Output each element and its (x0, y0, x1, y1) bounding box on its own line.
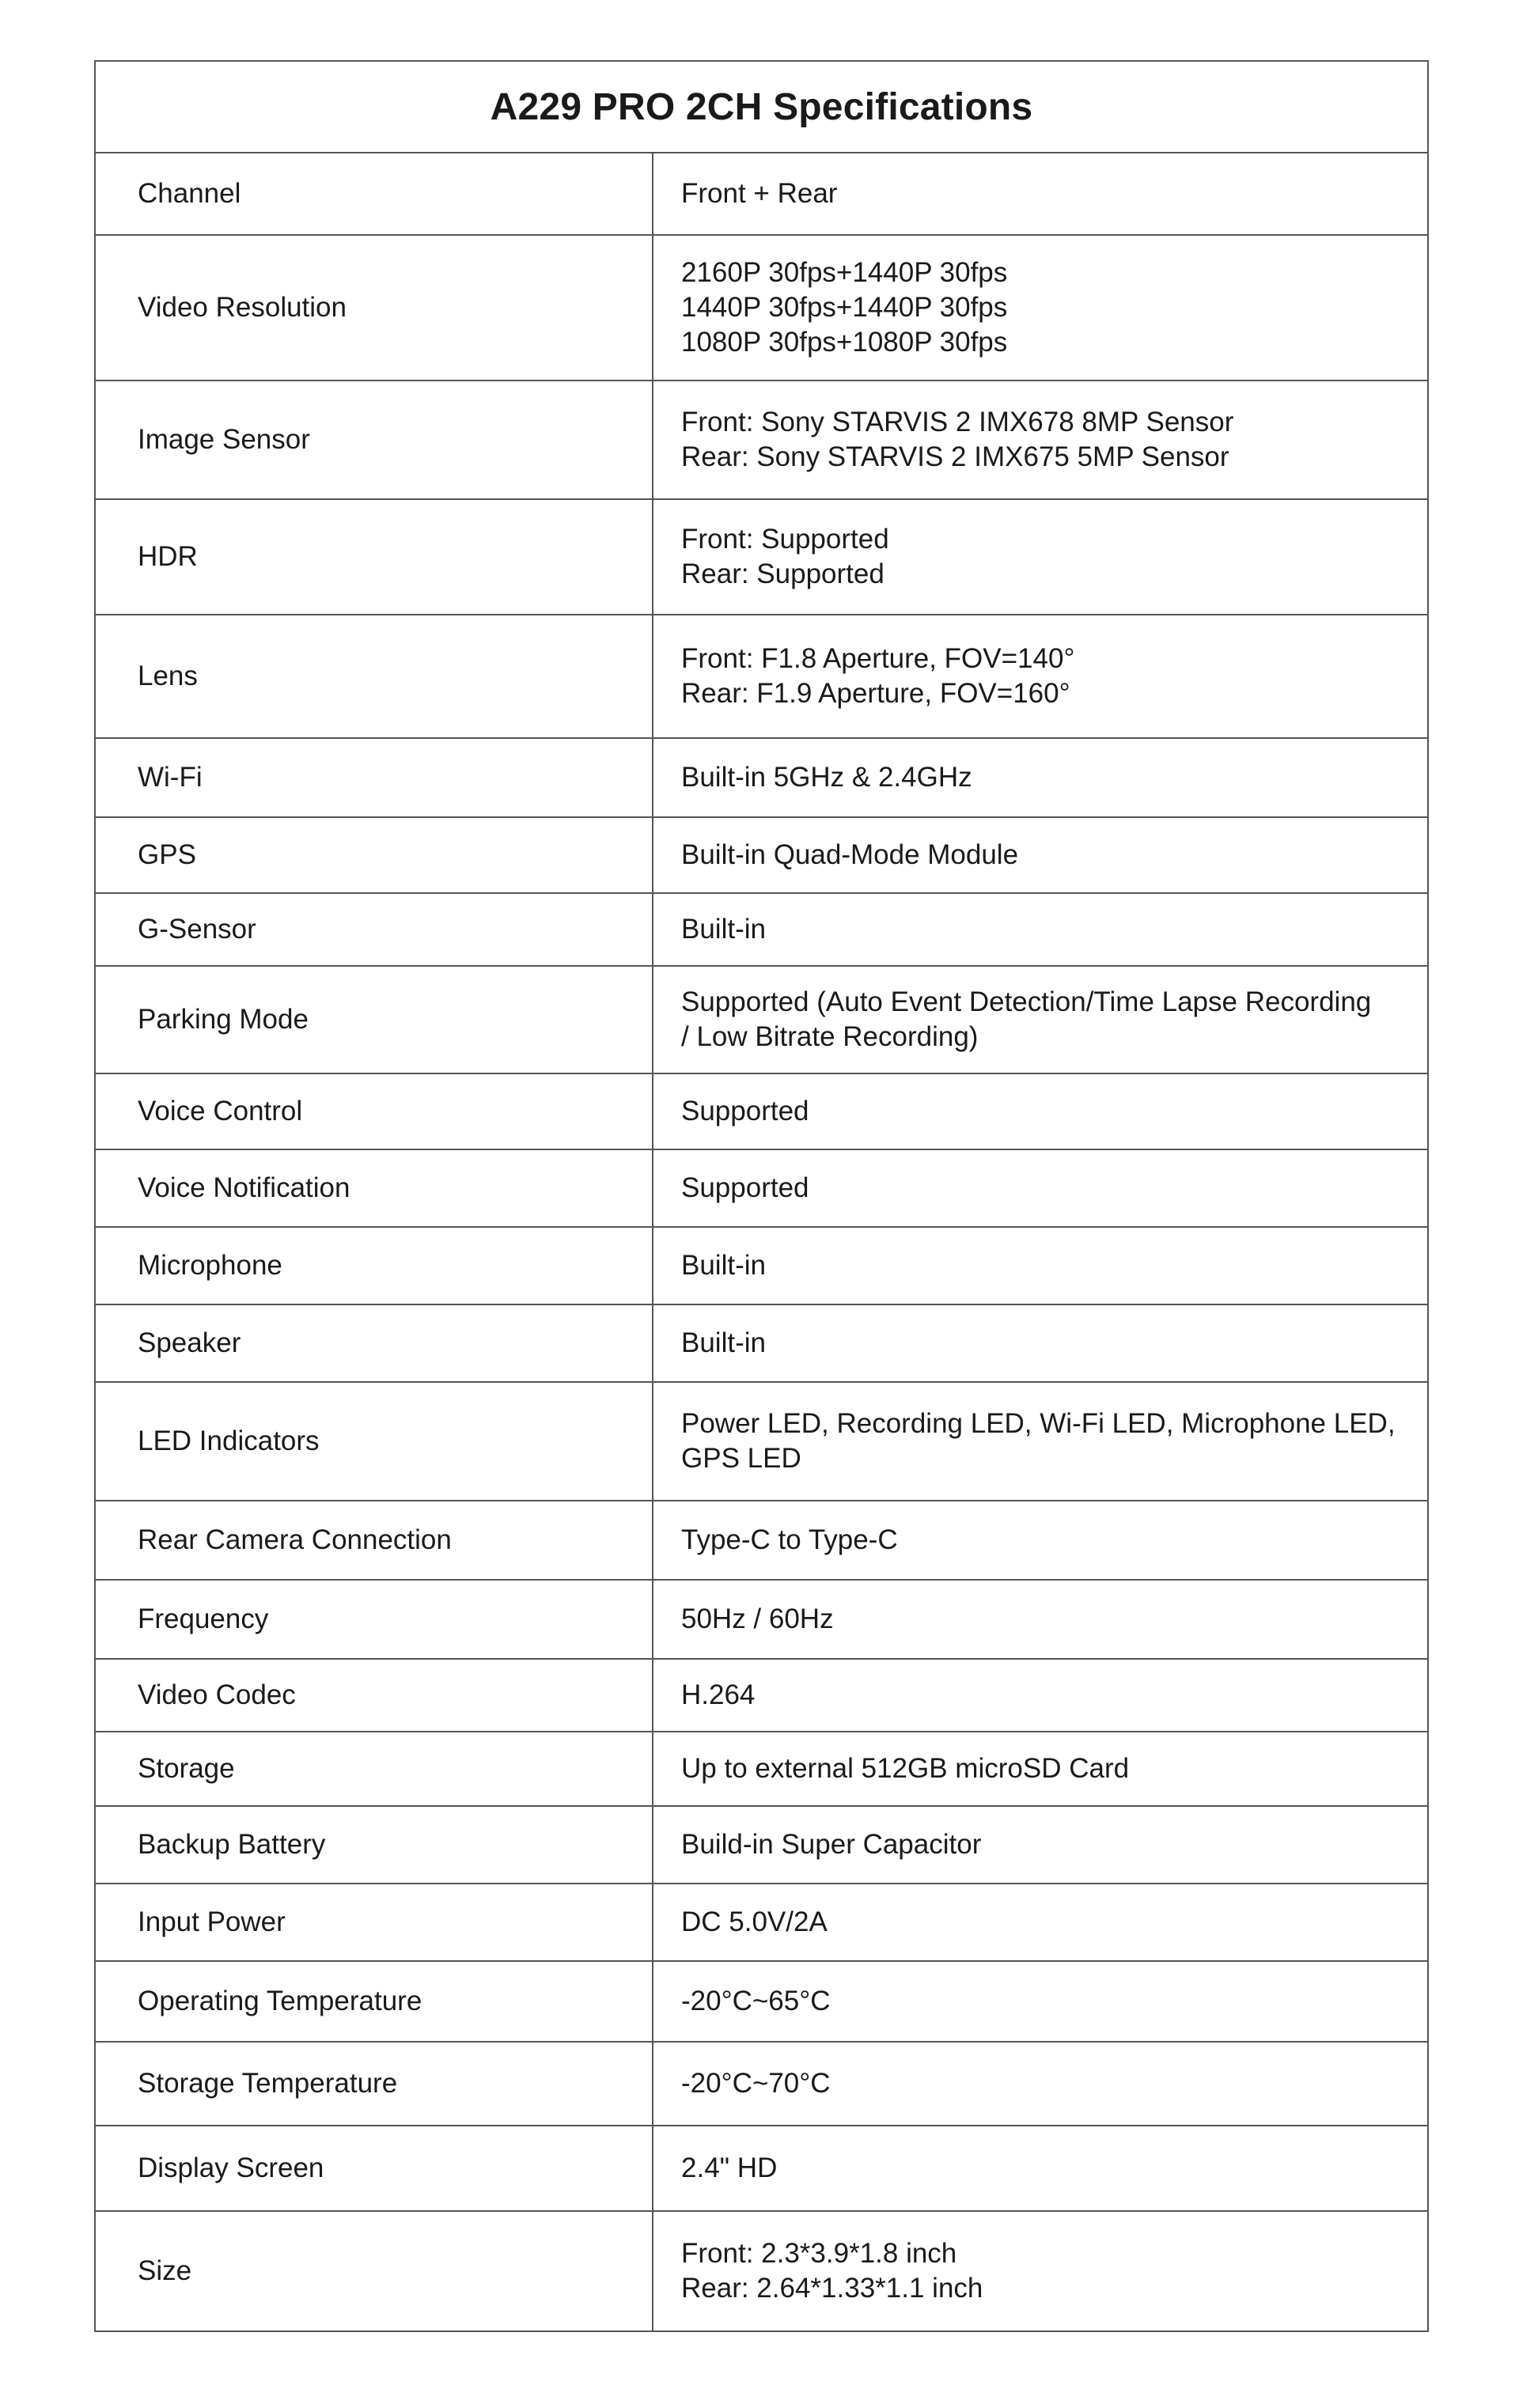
spec-value (653, 1150, 1427, 1226)
spec-value-line: Rear: 2.64*1.33*1.1 inch (681, 2273, 983, 2304)
spec-value-line: Built-in Quad-Mode Module (681, 839, 1019, 870)
spec-value-line: Built-in (681, 1327, 766, 1358)
spec-row-image-sensor (96, 381, 1427, 500)
spec-value-line: Front: 2.3*3.9*1.8 inch (681, 2238, 957, 2269)
spec-label: HDR (96, 500, 653, 614)
spec-row-size (96, 2212, 1427, 2330)
spec-value (653, 1660, 1427, 1731)
spec-value-line: Built-in (681, 1250, 766, 1281)
spec-value (653, 1884, 1427, 1960)
spec-label: Size (96, 2212, 653, 2330)
spec-value-line: Up to external 512GB microSD Card (681, 1753, 1130, 1784)
spec-row-gps (96, 818, 1427, 894)
spec-label: Backup Battery (96, 1807, 653, 1883)
spec-row-channel (96, 153, 1427, 236)
spec-value (653, 2126, 1427, 2210)
spec-value-line: 2160P 30fps+1440P 30fps (681, 257, 1008, 288)
spec-value-line: Rear: F1.9 Aperture, FOV=160° (681, 678, 1070, 709)
spec-label: Voice Control (96, 1074, 653, 1149)
spec-row-hdr (96, 500, 1427, 615)
spec-table (94, 60, 1429, 2332)
spec-value (653, 1581, 1427, 1658)
spec-value (653, 236, 1427, 380)
spec-value-line: H.264 (681, 1679, 756, 1710)
spec-value-line: 1080P 30fps+1080P 30fps (681, 327, 1008, 358)
page-title: A229 PRO 2CH Specifications (490, 85, 1033, 128)
spec-value-line: Rear: Sony STARVIS 2 IMX675 5MP Sensor (681, 441, 1229, 472)
spec-row-led-indicators (96, 1383, 1427, 1501)
spec-value-line: Type-C to Type-C (681, 1524, 898, 1555)
spec-label: Frequency (96, 1581, 653, 1658)
spec-value-line: Front: F1.8 Aperture, FOV=140° (681, 643, 1075, 674)
spec-row-frequency (96, 1581, 1427, 1660)
spec-label: Video Codec (96, 1660, 653, 1731)
spec-row-operating-temperature (96, 1962, 1427, 2043)
spec-value-line: Front: Supported (681, 524, 889, 555)
spec-label: GPS (96, 818, 653, 892)
spec-label: Voice Notification (96, 1150, 653, 1226)
spec-rows (96, 153, 1427, 2330)
spec-row-storage (96, 1732, 1427, 1807)
spec-label: Storage (96, 1732, 653, 1805)
spec-row-video-codec (96, 1660, 1427, 1732)
spec-row-g-sensor (96, 894, 1427, 967)
spec-row-speaker (96, 1305, 1427, 1383)
spec-value-line: Power LED, Recording LED, Wi-Fi LED, Microphone LED, (681, 1408, 1396, 1439)
spec-value (653, 153, 1427, 234)
spec-row-display-screen (96, 2126, 1427, 2212)
spec-row-backup-battery (96, 1807, 1427, 1884)
spec-value (653, 1732, 1427, 1805)
spec-label: G-Sensor (96, 894, 653, 965)
spec-value-line: Rear: Supported (681, 558, 885, 589)
spec-label: LED Indicators (96, 1383, 653, 1500)
spec-label: Input Power (96, 1884, 653, 1960)
spec-row-voice-notification (96, 1150, 1427, 1228)
spec-value (653, 1383, 1427, 1500)
spec-value-line: Supported (681, 1172, 809, 1203)
spec-value-line: Build-in Super Capacitor (681, 1829, 982, 1860)
spec-value (653, 500, 1427, 614)
spec-value-line: Supported (Auto Event Detection/Time Lapse Recording (681, 986, 1372, 1017)
spec-value (653, 615, 1427, 737)
spec-value-line: 1440P 30fps+1440P 30fps (681, 292, 1008, 323)
spec-row-microphone (96, 1228, 1427, 1305)
spec-value-line: DC 5.0V/2A (681, 1906, 828, 1937)
spec-value (653, 894, 1427, 965)
spec-row-storage-temperature (96, 2043, 1427, 2126)
spec-value (653, 818, 1427, 892)
spec-value (653, 2043, 1427, 2125)
spec-value-line: GPS LED (681, 1443, 801, 1474)
spec-row-rear-camera-connection (96, 1501, 1427, 1581)
spec-label: Rear Camera Connection (96, 1501, 653, 1579)
spec-label: Image Sensor (96, 381, 653, 498)
spec-label: Wi-Fi (96, 739, 653, 816)
spec-row-video-resolution (96, 236, 1427, 381)
spec-label: Display Screen (96, 2126, 653, 2210)
spec-row-input-power (96, 1884, 1427, 1962)
spec-value-line: / Low Bitrate Recording) (681, 1021, 979, 1052)
spec-value (653, 1807, 1427, 1883)
spec-label: Speaker (96, 1305, 653, 1381)
spec-value (653, 739, 1427, 816)
spec-value (653, 1228, 1427, 1304)
spec-value-line: Front + Rear (681, 178, 838, 209)
spec-row-parking-mode (96, 967, 1427, 1074)
spec-value (653, 381, 1427, 498)
spec-value (653, 1501, 1427, 1579)
spec-label: Lens (96, 615, 653, 737)
spec-label: Video Resolution (96, 236, 653, 380)
spec-value-line: Built-in (681, 914, 766, 945)
spec-label: Parking Mode (96, 967, 653, 1073)
spec-label: Operating Temperature (96, 1962, 653, 2041)
spec-label: Storage Temperature (96, 2043, 653, 2125)
table-title-row (96, 62, 1427, 153)
spec-value-line: Supported (681, 1096, 809, 1126)
spec-row-wi-fi (96, 739, 1427, 818)
spec-value (653, 1074, 1427, 1149)
spec-value-line: 50Hz / 60Hz (681, 1603, 834, 1634)
spec-value-line: Front: Sony STARVIS 2 IMX678 8MP Sensor (681, 407, 1234, 437)
spec-label: Microphone (96, 1228, 653, 1304)
spec-row-voice-control (96, 1074, 1427, 1150)
spec-value (653, 1305, 1427, 1381)
spec-value (653, 2212, 1427, 2330)
spec-value-line: Built-in 5GHz & 2.4GHz (681, 762, 972, 793)
spec-value (653, 1962, 1427, 2041)
spec-value-line: -20°C~65°C (681, 1986, 831, 2016)
spec-label: Channel (96, 153, 653, 234)
spec-value (653, 967, 1427, 1073)
spec-value-line: -20°C~70°C (681, 2068, 831, 2099)
spec-value-line: 2.4" HD (681, 2152, 778, 2183)
spec-row-lens (96, 615, 1427, 739)
